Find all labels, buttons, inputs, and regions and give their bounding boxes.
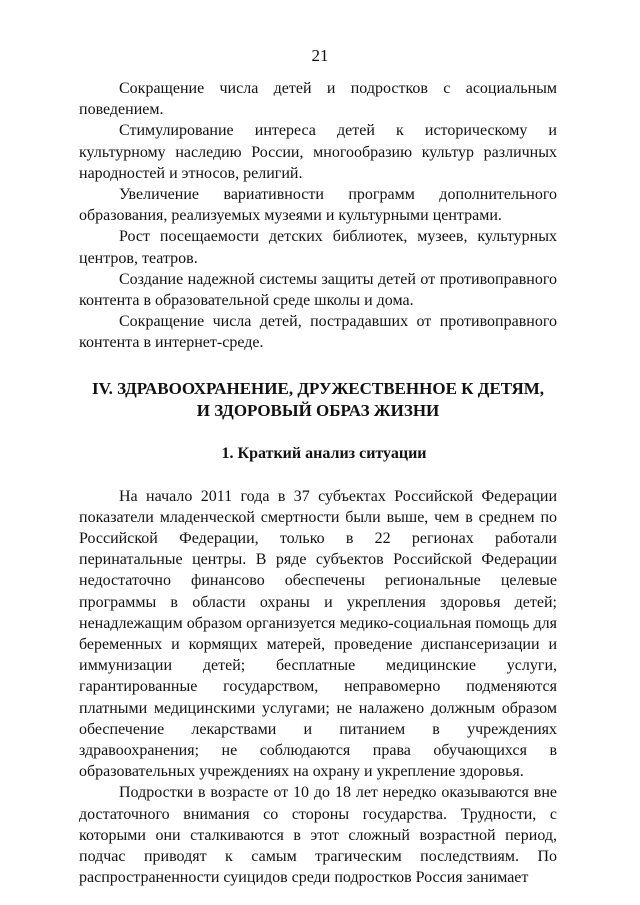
document-body	[79, 78, 557, 889]
paragraph-attendance: Рост посещаемости детских библиотек, музеев, культурных центров, театров.	[79, 228, 557, 267]
section-heading-line-2: И ЗДОРОВЫЙ ОБРАЗ ЖИЗНИ	[196, 400, 440, 420]
paragraph-infant-mortality: На начало 2011 года в 37 субъектах Российской Федерации показатели младенческой смертности были выше, чем в среднем по Российской Федерации, только в 22 регионах работали перинатальные центры. В ряде субъектов Российской Федерации недостаточно финансово обеспечены региональные целевые программы в области охраны и укрепления здоровья детей; ненадлежащим образом организуется медико-социальная помощь для беременных и кормящих матерей, проведение диспансеризации и иммунизации детей; бесплатные медицинские услуги, гарантированные государством, неправомерно подменяются платными медицинскими услугами; не налажено должным образом обеспечение лекарствами и питанием в учреждениях здравоохранения; не соблюдаются права обучающихся в образовательных учреждениях на охрану и укрепление здоровья.	[79, 487, 557, 781]
paragraph-variability: Увеличение вариативности программ дополнительного образования, реализуемых музеями и культурными центрами.	[79, 186, 557, 225]
paragraph-asocial: Сокращение числа детей и подростков с асоциальным поведением.	[79, 80, 557, 119]
paragraph-teenagers: Подростки в возрасте от 10 до 18 лет нередко оказываются вне достаточного внимания со стороны государства. Трудности, с которыми они сталкиваются в этот сложный возрастной период, подчас приводят к самым трагическим последствиям. По распространенности суицидов среди подростков Россия занимает	[79, 784, 557, 887]
section-heading-line-1: IV. ЗДРАВООХРАНЕНИЕ, ДРУЖЕСТВЕННОЕ К ДЕТЯМ,	[91, 378, 545, 398]
section-heading	[79, 378, 557, 422]
paragraph-protection-system: Создание надежной системы защиты детей от противоправного контента в образовательной среде школы и дома.	[79, 270, 557, 310]
paragraph-victims-reduction: Сокращение числа детей, пострадавших от противоправного контента в интернет-среде.	[79, 313, 557, 352]
sub-heading: 1. Краткий анализ ситуации	[221, 444, 427, 462]
paragraph-heritage: Стимулирование интереса детей к историческому и культурному наследию России, многообразию культур различных народностей и этносов, религий.	[79, 122, 557, 182]
page-number: 21	[311, 46, 329, 65]
